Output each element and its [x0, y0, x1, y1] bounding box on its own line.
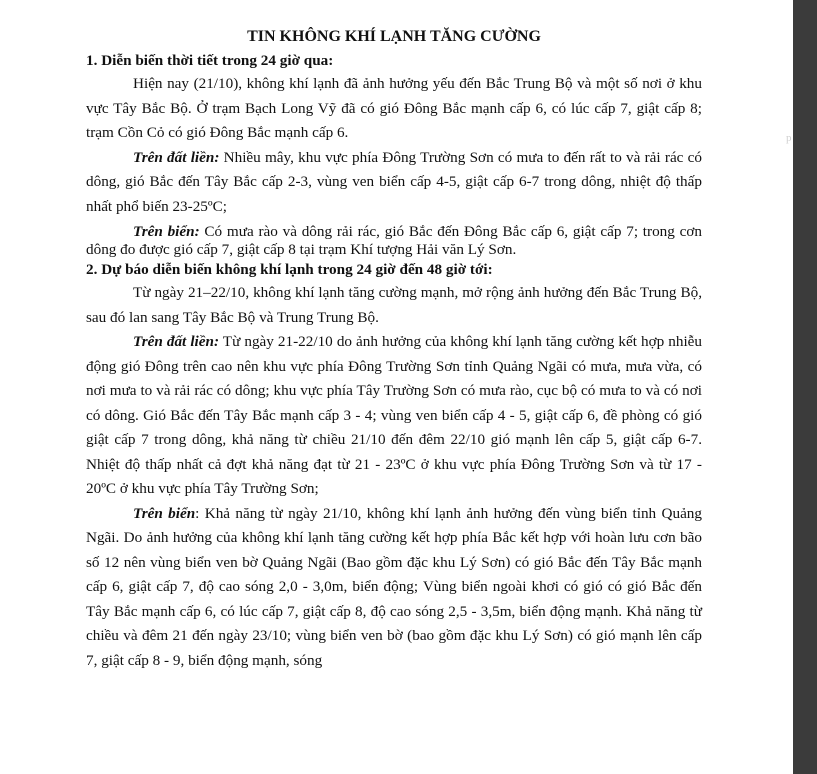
section-1-intro: Hiện nay (21/10), không khí lạnh đã ảnh hưởng yếu đến Bắc Trung Bộ và một số nơi ở khu vực Tây Bắc Bộ. Ở trạm Bạch Long Vỹ đã có gió Đông Bắc mạnh cấp 6, có lúc cấp 7, giật cấp 8; trạm Cồn Cỏ có gió Đông Bắc mạnh cấp 6. [86, 75, 702, 141]
section-2-sea-label: Trên biển [133, 504, 196, 522]
section-2-sea-paragraph [86, 502, 702, 674]
section-1-land-text: Nhiều mây, khu vực phía Đông Trường Sơn có mưa to đến rất to và rải rác có dông, gió Bắc đến Tây Bắc cấp 2-3, vùng ven biển cấp 4-5, giật cấp 6-7 trong dông, nhiệt độ thấp nhất phổ biến 23-25ºC; [86, 148, 702, 215]
section-1-sea-text: Có mưa rào và dông rải rác, gió Bắc đến Đông Bắc cấp 6, giật cấp 7; trong cơn dông đo được gió cấp 7, giật cấp 8 tại trạm Khí tượng Hải văn Lý Sơn. [86, 223, 703, 258]
section-1-land-label: Trên đất liền: [133, 148, 220, 166]
section-1-sea-label: Trên biển: [133, 223, 200, 240]
section-1-land-paragraph [86, 146, 702, 220]
section-1-sea-paragraph [86, 223, 702, 259]
offscreen-text-fragment: p [786, 132, 792, 144]
document-body [86, 24, 702, 673]
section-2-land-paragraph [86, 330, 702, 502]
section-1-heading: 1. Diễn biến thời tiết trong 24 giờ qua: [86, 52, 334, 69]
viewer-side-panel [793, 0, 817, 774]
section-2-land-label: Trên đất liền: [133, 333, 220, 350]
section-2-land-text: Từ ngày 21-22/10 do ảnh hưởng của không khí lạnh tăng cường kết hợp nhiễu động gió Đông trên cao nên khu vực phía Đông Trường Sơn tỉnh Quảng Ngãi có mưa, mưa vừa, có nơi mưa to và rải rác có dông; khu vực phía Tây Trường Sơn có mưa rào, cục bộ có mưa to và có nơi có dông. Gió Bắc đến Tây Bắc mạnh cấp 3 - 4; vùng ven biển cấp 4 - 5, giật cấp 6, đề phòng có gió giật cấp 7 trong dông, khả năng từ chiều 21/10 đến đêm 22/10 gió mạnh lên cấp 5, giật cấp 6-7. Nhiệt độ thấp nhất cả đợt khả năng đạt từ 21 - 23ºC ở khu vực phía Đông Trường Sơn và từ 17 - 20ºC ở khu vực phía Tây Trường Sơn; [86, 333, 702, 497]
document-title: TIN KHÔNG KHÍ LẠNH TĂNG CƯỜNG [247, 28, 541, 45]
section-2-intro: Từ ngày 21–22/10, không khí lạnh tăng cường mạnh, mở rộng ảnh hưởng đến Bắc Trung Bộ, sau đó lan sang Tây Bắc Bộ và Trung Trung Bộ. [86, 284, 702, 326]
section-2-heading: 2. Dự báo diễn biến không khí lạnh trong 24 giờ đến 48 giờ tới: [86, 261, 493, 278]
section-2-sea-text: : Khả năng từ ngày 21/10, không khí lạnh ảnh hưởng đến vùng biển tỉnh Quảng Ngãi. Do ảnh hưởng của không khí lạnh tăng cường kết hợp phía Bắc kết hợp với hoàn lưu cơn bão số 12 nên vùng biển ven bờ Quảng Ngãi (Bao gồm đặc khu Lý Sơn) có gió Bắc đến Tây Bắc mạnh cấp 6, giật cấp 7, độ cao sóng 2,0 - 3,0m, biển động; Vùng biển ngoài khơi có gió có gió Bắc đến Tây Bắc mạnh cấp 6, có lúc cấp 7, giật cấp 8, độ cao sóng 2,5 - 3,5m, biển động mạnh. Khả năng từ chiều và đêm 21 đến ngày 23/10; vùng biển ven bờ (bao gồm đặc khu Lý Sơn) có gió mạnh lên cấp 7, giật cấp 8 - 9, biển động mạnh, sóng [86, 504, 702, 669]
